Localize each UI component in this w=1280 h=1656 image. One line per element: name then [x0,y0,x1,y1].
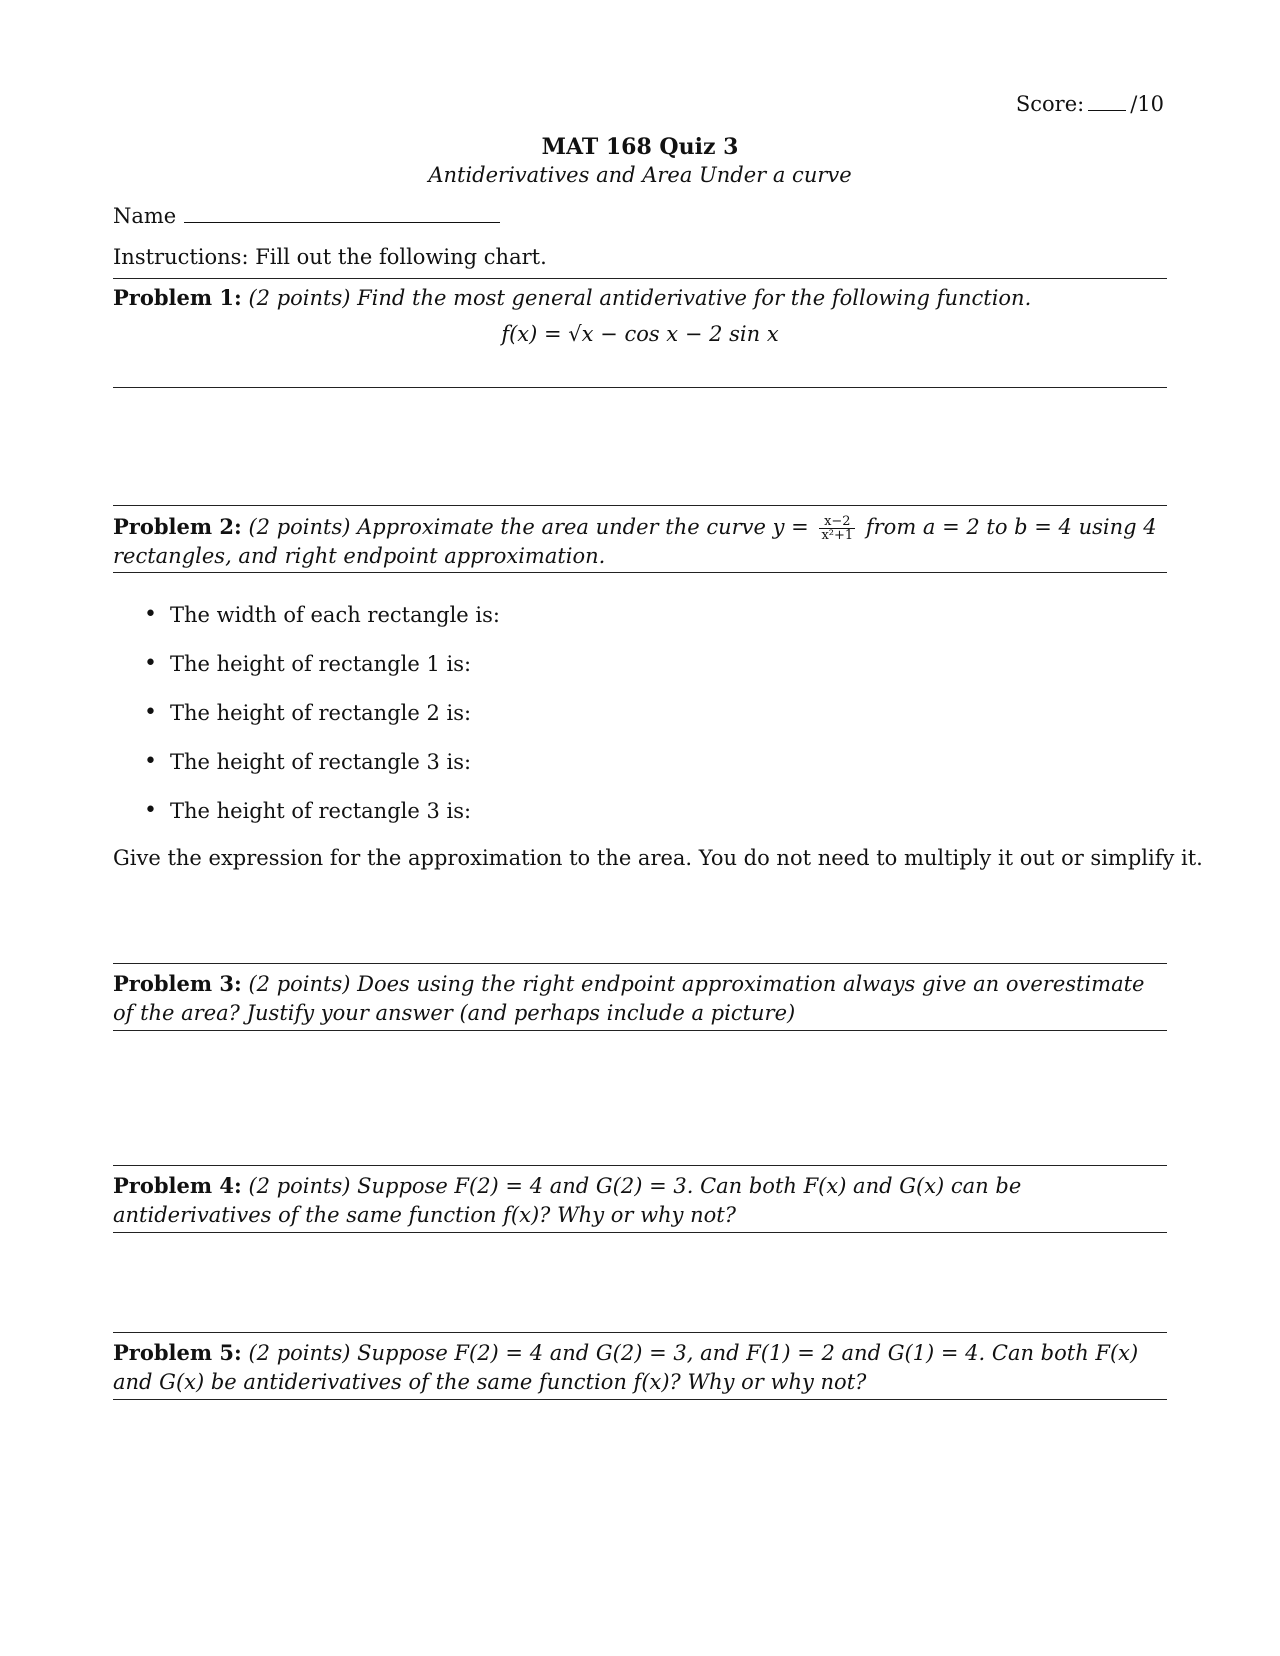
divider [113,387,1167,388]
problem-5-label: Problem 5: [113,1340,242,1365]
problem-2 [113,512,1167,571]
problem-1-text: (2 points) Find the most general antiderivative for the following function. [248,286,1032,310]
divider [113,1165,1167,1166]
divider [113,1332,1167,1333]
problem-3-label: Problem 3: [113,971,242,996]
divider [113,1399,1167,1400]
list-item: • The height of rectangle 1 is: [142,653,500,702]
fraction-denominator: x²+1 [821,528,854,543]
list-item: • The height of rectangle 2 is: [142,702,500,751]
list-item: • The height of rectangle 3 is: [142,751,500,800]
problem-1-formula: f(x) = √x − cos x − 2 sin x [501,322,779,346]
divider [113,278,1167,279]
problem-5-text: (2 points) Suppose F(2) = 4 and G(2) = 3, and F(1) = 2 and G(1) = 4. Can both F(x) and G(x) be antiderivatives of the same function f(x)? Why or why not? [113,1341,1139,1394]
problem-4-text: (2 points) Suppose F(2) = 4 and G(2) = 3. Can both F(x) and G(x) can be antiderivatives of the same function f(x)? Why or why not? [113,1174,1022,1227]
problem-1 [113,283,1167,313]
list-item: • The height of rectangle 3 is: [142,800,500,849]
name-blank-line[interactable] [184,204,500,223]
page-subtitle: Antiderivatives and Area Under a curve [428,163,852,187]
problem-4 [113,1171,1167,1230]
divider [113,1030,1167,1031]
problem-2-closing: Give the expression for the approximation to the area. You do not need to multiply it out or simplify it. [113,846,1203,870]
score-label: Score: [1015,92,1085,116]
score-total: /10 [1130,92,1164,116]
problem-3 [113,969,1167,1028]
problem-2-label: Problem 2: [113,514,242,539]
instructions: Instructions: Fill out the following chart. [113,245,547,269]
problem-2-text-before: (2 points) Approximate the area under the curve y = [248,515,809,539]
name-label: Name [113,204,177,228]
rectangle-list [142,604,500,849]
list-item: • The width of each rectangle is: [142,604,500,653]
problem-2-text-after: from a = 2 to b = 4 using 4 rectangles, and right endpoint approximation. [113,515,1157,568]
divider [113,1232,1167,1233]
divider [113,963,1167,964]
problem-5 [113,1338,1167,1397]
score-blank[interactable] [1088,96,1126,111]
score-field [1016,92,1164,116]
fraction-numerator: x−2 [819,515,855,529]
divider [113,572,1167,573]
problem-1-label: Problem 1: [113,285,242,310]
divider [113,505,1167,506]
problem-4-label: Problem 4: [113,1173,242,1198]
problem-3-text: (2 points) Does using the right endpoint approximation always give an overestimate of the area? Justify your answer (and perhaps include a picture) [113,972,1145,1025]
problem-2-fraction [819,515,855,542]
page-title: MAT 168 Quiz 3 [541,134,739,160]
name-field [113,204,500,228]
